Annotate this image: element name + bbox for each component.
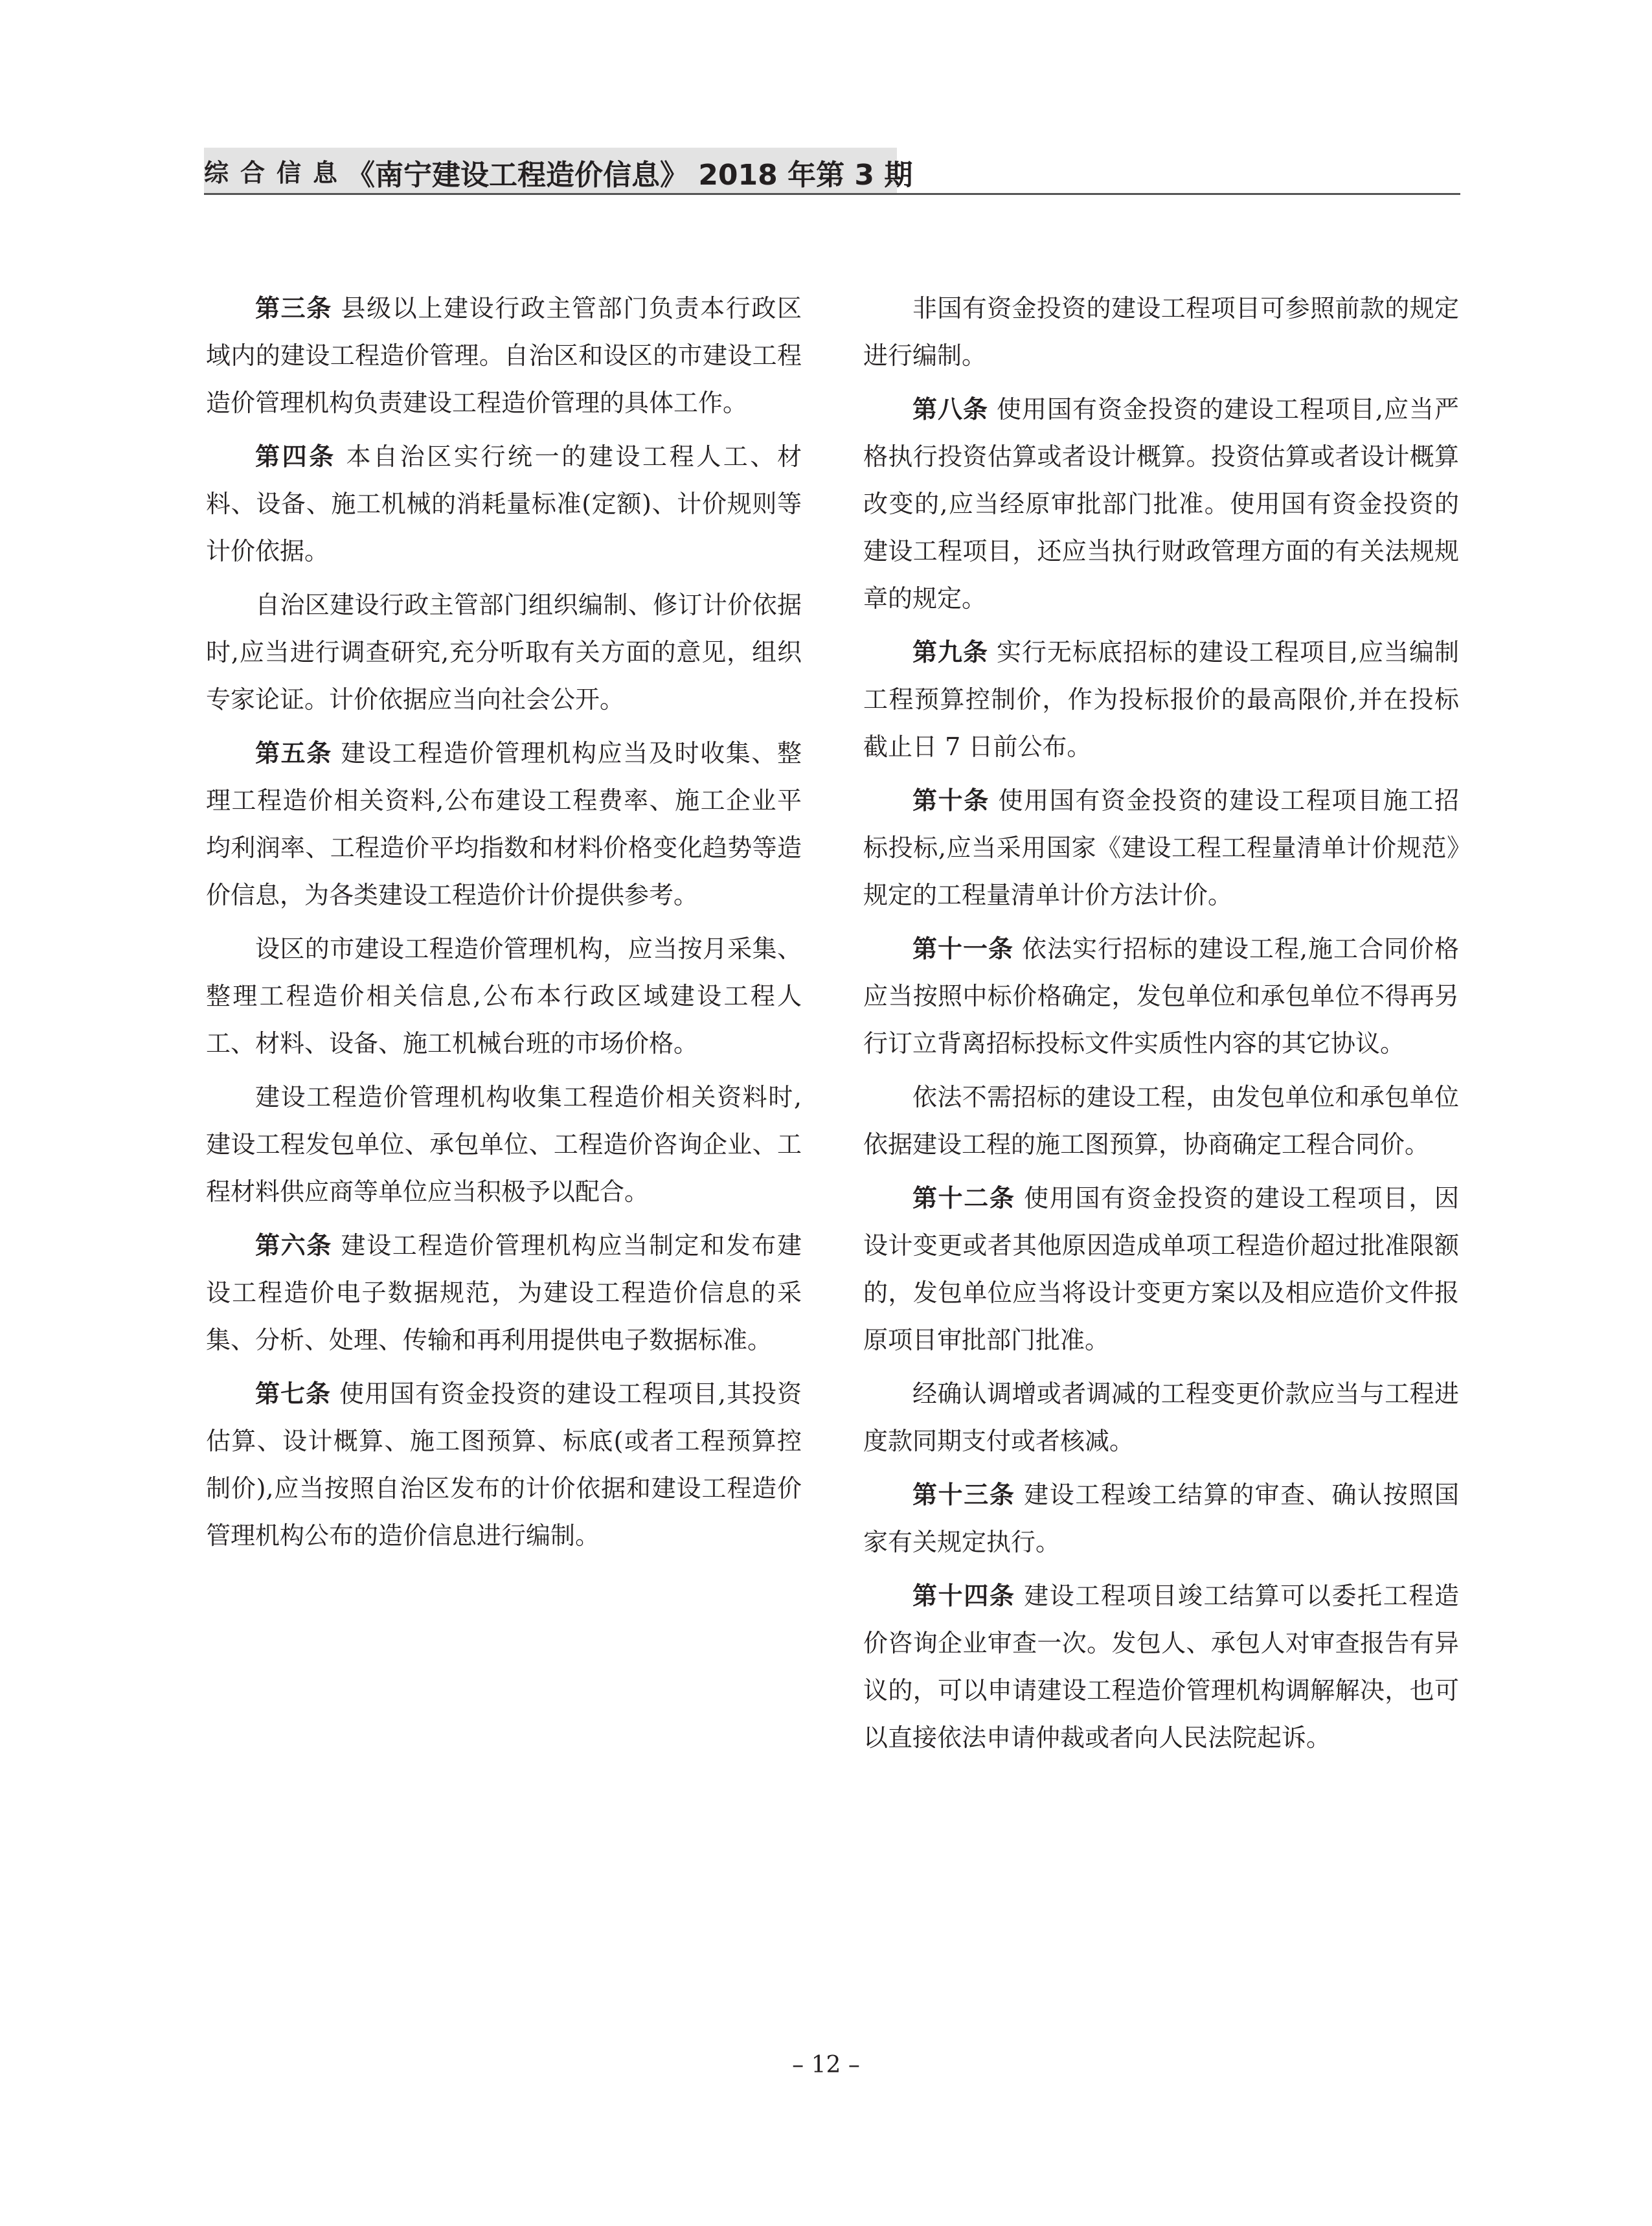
paragraph-text: 使用国有资金投资的建设工程项目，因设计变更或者其他原因造成单项工程造价超过批准限额的，发包单位应当将设计变更方案以及相应造价文件报原项目审批部门批准。 <box>863 1184 1459 1354</box>
paragraph <box>206 926 802 1067</box>
paragraph-text: 实行无标底招标的建设工程项目,应当编制工程预算控制价，作为投标报价的最高限价,并在投标截止日 7 日前公布。 <box>863 638 1459 761</box>
article-number: 第八条 <box>912 395 988 424</box>
paragraph <box>863 386 1459 622</box>
paragraph-text: 本自治区实行统一的建设工程人工、材料、设备、施工机械的消耗量标准(定额)、计价规则等计价依据。 <box>206 442 802 565</box>
paragraph-text: 建设工程造价管理机构应当制定和发布建设工程造价电子数据规范，为建设工程造价信息的采集、分析、处理、传输和再利用提供电子数据标准。 <box>206 1231 802 1354</box>
article-number: 第七条 <box>255 1380 331 1408</box>
paragraph-text: 使用国有资金投资的建设工程项目,应当严格执行投资估算或者设计概算。投资估算或者设计概算改变的,应当经原审批部门批准。使用国有资金投资的建设工程项目，还应当执行财政管理方面的有关法规规章的规定。 <box>863 395 1459 613</box>
paragraph-text: 自治区建设行政主管部门组织编制、修订计价依据时,应当进行调查研究,充分听取有关方面的意见，组织专家论证。计价依据应当向社会公开。 <box>206 591 802 714</box>
page-header <box>204 148 1460 193</box>
paragraph-text: 依法实行招标的建设工程,施工合同价格应当按照中标价格确定，发包单位和承包单位不得再另行订立背离招标投标文件实质性内容的其它协议。 <box>863 935 1459 1058</box>
right-column <box>863 285 1459 1768</box>
paragraph-text: 依法不需招标的建设工程，由发包单位和承包单位依据建设工程的施工图预算，协商确定工程合同价。 <box>863 1083 1459 1159</box>
paragraph-text: 使用国有资金投资的建设工程项目,其投资估算、设计概算、施工图预算、标底(或者工程预算控制价),应当按照自治区发布的计价依据和建设工程造价管理机构公布的造价信息进行编制。 <box>206 1380 802 1550</box>
paragraph <box>206 1074 802 1216</box>
article-number: 第十条 <box>912 786 990 815</box>
left-column <box>206 285 802 1566</box>
paragraph-text: 建设工程造价管理机构收集工程造价相关资料时,建设工程发包单位、承包单位、工程造价咨询企业、工程材料供应商等单位应当积极予以配合。 <box>206 1083 802 1206</box>
article-number: 第三条 <box>255 294 332 323</box>
paragraph <box>206 285 802 427</box>
paragraph <box>863 1175 1459 1364</box>
paragraph <box>863 1074 1459 1168</box>
page-number: – 12 – <box>792 2052 860 2078</box>
article-number: 第十三条 <box>912 1481 1015 1509</box>
paragraph-text: 建设工程造价管理机构应当及时收集、整理工程造价相关资料,公布建设工程费率、施工企业平均利润率、工程造价平均指数和材料价格变化趋势等造价信息，为各类建设工程造价计价提供参考。 <box>206 739 802 909</box>
publication-title: 《南宁建设工程造价信息》 2018 年第 3 期 <box>346 159 913 192</box>
article-number: 第十一条 <box>912 935 1013 963</box>
article-number: 第六条 <box>255 1231 332 1260</box>
paragraph-text: 设区的市建设工程造价管理机构，应当按月采集、整理工程造价相关信息,公布本行政区域建设工程人工、材料、设备、施工机械台班的市场价格。 <box>206 935 802 1058</box>
paragraph <box>863 285 1459 380</box>
article-number: 第四条 <box>255 442 336 471</box>
paragraph <box>863 1370 1459 1465</box>
header-rule <box>204 193 1460 195</box>
paragraph <box>863 1471 1459 1566</box>
paragraph-text: 建设工程项目竣工结算可以委托工程造价咨询企业审查一次。发包人、承包人对审查报告有异议的，可以申请建设工程造价管理机构调解解决，也可以直接依法申请仲裁或者向人民法院起诉。 <box>863 1582 1459 1752</box>
paragraph-text: 非国有资金投资的建设工程项目可参照前款的规定进行编制。 <box>863 294 1459 370</box>
paragraph-text: 使用国有资金投资的建设工程项目施工招标投标,应当采用国家《建设工程工程量清单计价规范》规定的工程量清单计价方法计价。 <box>863 786 1459 909</box>
article-number: 第十二条 <box>912 1184 1015 1212</box>
paragraph <box>206 1222 802 1364</box>
paragraph-text: 县级以上建设行政主管部门负责本行政区域内的建设工程造价管理。自治区和设区的市建设工程造价管理机构负责建设工程造价管理的具体工作。 <box>206 294 802 417</box>
article-number: 第九条 <box>912 638 988 666</box>
article-number: 第五条 <box>255 739 332 767</box>
section-label: 综合信息 <box>204 159 350 187</box>
paragraph <box>206 730 802 919</box>
paragraph <box>863 629 1459 771</box>
paragraph <box>863 777 1459 919</box>
paragraph-text: 建设工程竣工结算的审查、确认按照国家有关规定执行。 <box>863 1481 1459 1556</box>
article-number: 第十四条 <box>912 1582 1015 1610</box>
paragraph <box>206 582 802 723</box>
paragraph <box>206 433 802 575</box>
paragraph <box>863 926 1459 1067</box>
paragraph <box>206 1370 802 1560</box>
paragraph <box>863 1573 1459 1762</box>
paragraph-text: 经确认调增或者调减的工程变更价款应当与工程进度款同期支付或者核减。 <box>863 1380 1459 1455</box>
